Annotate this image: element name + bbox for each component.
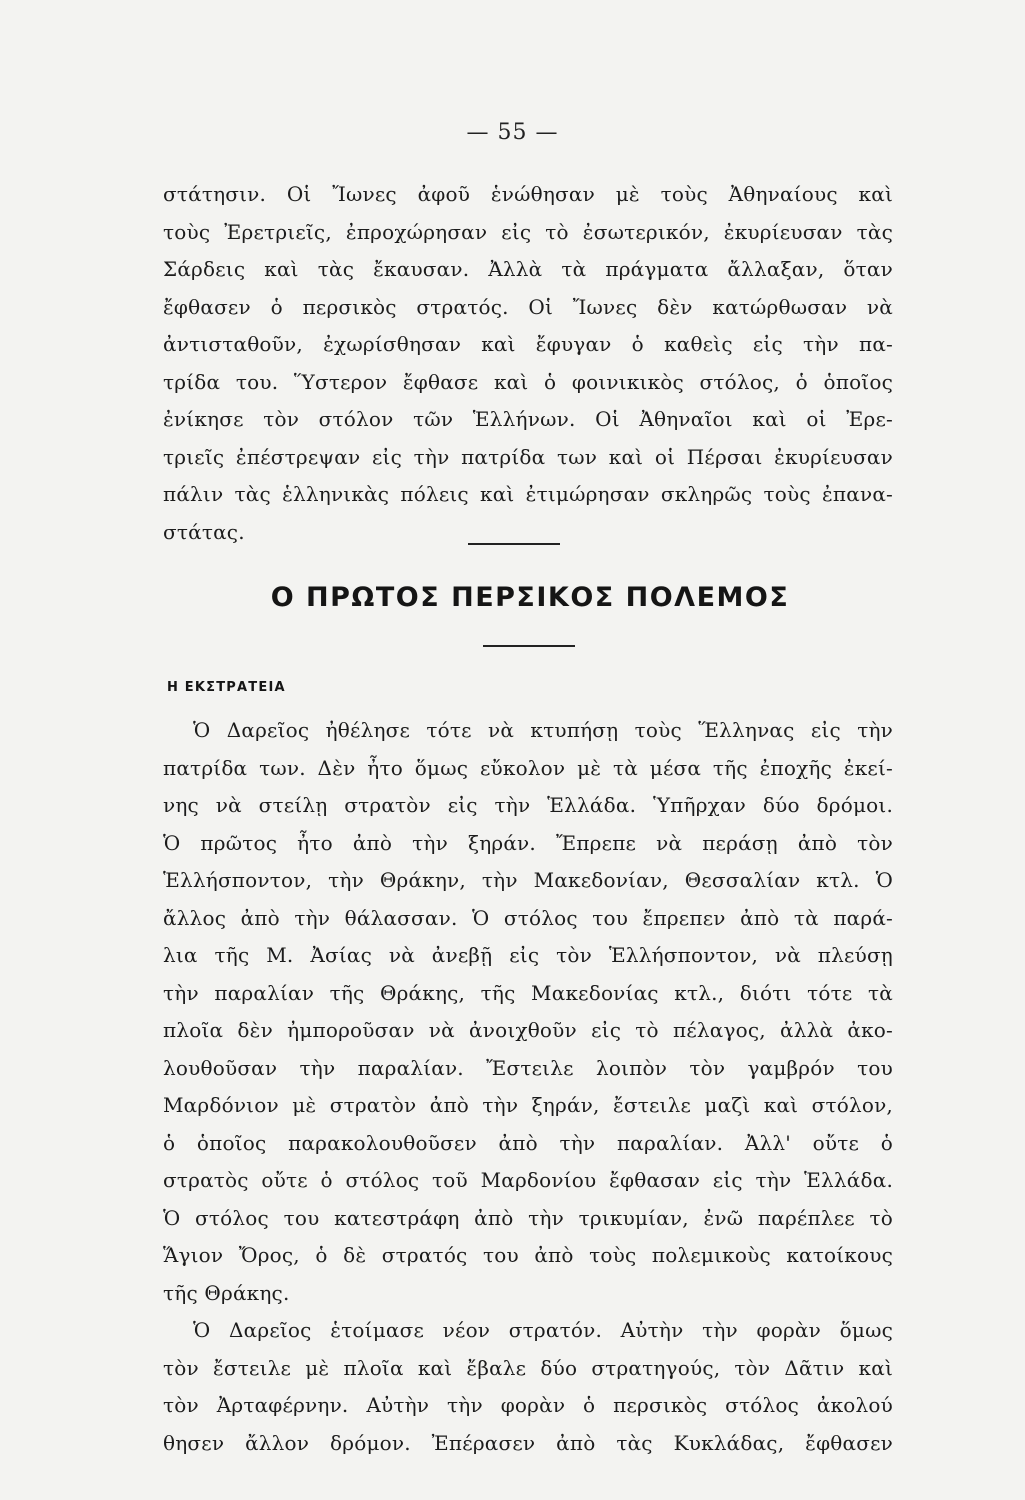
text-line: τρίδα του. Ὕστερον ἔφθασε καὶ ὁ φοινικικὸς στόλος, ὁ ὁποῖος xyxy=(163,369,893,394)
text-line: ἐνίκησε τὸν στόλον τῶν Ἑλλήνων. Οἱ Ἀθηναῖοι καὶ οἱ Ἐρε- xyxy=(163,407,893,431)
text-line: λουθοῦσαν τὴν παραλίαν. Ἔστειλε λοιπὸν τὸν γαμβρόν του xyxy=(163,1055,893,1080)
text-line: ἄλλος ἀπὸ τὴν θάλασσαν. Ὁ στόλος του ἔπρεπεν ἀπὸ τὰ παρά- xyxy=(163,905,893,930)
text-line: Ὁ πρῶτος ἦτο ἀπὸ τὴν ξηράν. Ἔπρεπε νὰ περάσῃ ἀπὸ τὸν xyxy=(163,830,893,855)
text-line: τοὺς Ἐρετριεῖς, ἐπροχώρησαν εἰς τὸ ἐσωτερικόν, ἐκυρίευσαν τὰς xyxy=(163,219,893,244)
paragraph-new-army xyxy=(163,1312,893,1462)
text-line: Ἑλλήσποντον, τὴν Θράκην, τὴν Μακεδονίαν, Θεσσαλίαν κτλ. Ὁ xyxy=(163,868,893,892)
text-line: πλοῖα δὲν ἠμποροῦσαν νὰ ἀνοιχθοῦν εἰς τὸ πέλαγος, ἀλλὰ ἀκο- xyxy=(163,1018,893,1042)
text-line: στάτησιν. Οἱ Ἴωνες ἀφοῦ ἑνώθησαν μὲ τοὺς Ἀθηναίους καὶ xyxy=(163,182,893,206)
section-divider-top xyxy=(468,543,560,545)
text-line: τὸν ἔστειλε μὲ πλοῖα καὶ ἔβαλε δύο στρατηγούς, τὸν Δᾶτιν καὶ xyxy=(163,1355,893,1380)
text-line: Ὁ Δαρεῖος ἑτοίμασε νέον στρατόν. Αὐτὴν τὴν φορὰν ὅμως xyxy=(193,1318,893,1342)
text-line: πάλιν τὰς ἑλληνικὰς πόλεις καὶ ἐτιμώρησαν σκληρῶς τοὺς ἐπανα- xyxy=(163,482,893,506)
paragraph-campaign xyxy=(163,712,893,1312)
text-line: τριεῖς ἐπέστρεψαν εἰς τὴν πατρίδα των καὶ οἱ Πέρσαι ἐκυρίευσαν xyxy=(163,444,893,469)
text-line: Ὁ Δαρεῖος ἠθέλησε τότε νὰ κτυπήσῃ τοὺς Ἕλληνας εἰς τὴν xyxy=(193,718,893,742)
paragraph-ionian-revolt xyxy=(163,176,893,551)
text-line: τὴν παραλίαν τῆς Θράκης, τῆς Μακεδονίας κτλ., διότι τότε τὰ xyxy=(163,980,893,1005)
text-line: Σάρδεις καὶ τὰς ἔκαυσαν. Ἀλλὰ τὰ πράγματα ἄλλαξαν, ὅταν xyxy=(163,257,893,281)
text-line: στάτας. xyxy=(163,519,245,544)
text-line: Μαρδόνιον μὲ στρατὸν ἀπὸ τὴν ξηράν, ἔστειλε μαζὶ καὶ στόλον, xyxy=(163,1093,893,1117)
text-line: νης νὰ στείλῃ στρατὸν εἰς τὴν Ἑλλάδα. Ὑπῆρχαν δύο δρόμοι. xyxy=(163,793,893,817)
page-number: — 55 — xyxy=(466,120,559,145)
text-line: Ἅγιον Ὄρος, ὁ δὲ στρατός του ἀπὸ τοὺς πολεμικοὺς κατοίκους xyxy=(163,1243,893,1267)
text-line: ἀντισταθοῦν, ἐχωρίσθησαν καὶ ἔφυγαν ὁ καθεὶς εἰς τὴν πα- xyxy=(163,332,893,356)
text-line: ἔφθασεν ὁ περσικὸς στρατός. Οἱ Ἴωνες δὲν κατώρθωσαν νὰ xyxy=(163,294,893,319)
section-title: Ο ΠΡΩΤΟΣ ΠΕΡΣΙΚΟΣ ΠΟΛΕΜΟΣ xyxy=(270,582,790,613)
text-line: λια τῆς Μ. Ἀσίας νὰ ἀνεβῇ εἰς τὸν Ἑλλήσποντον, νὰ πλεύσῃ xyxy=(163,943,893,967)
text-line: στρατὸς οὔτε ὁ στόλος τοῦ Μαρδονίου ἔφθασαν εἰς τὴν Ἑλλάδα. xyxy=(163,1168,893,1192)
text-line: πατρίδα των. Δὲν ἦτο ὅμως εὔκολον μὲ τὰ μέσα τῆς ἐποχῆς ἐκεί- xyxy=(163,755,893,780)
text-line: ὁ ὁποῖος παρακολουθοῦσεν ἀπὸ τὴν παραλίαν. Ἀλλ' οὔτε ὁ xyxy=(163,1130,893,1155)
section-divider-bottom xyxy=(483,645,575,647)
text-line: τὸν Ἀρταφέρνην. Αὐτὴν τὴν φορὰν ὁ περσικὸς στόλος ἀκολού xyxy=(163,1393,893,1417)
text-line: Ὁ στόλος του κατεστράφη ἀπὸ τὴν τρικυμίαν, ἐνῶ παρέπλεε τὸ xyxy=(163,1205,893,1230)
text-line: θησεν ἄλλον δρόμον. Ἐπέρασεν ἀπὸ τὰς Κυκλάδας, ἔφθασεν xyxy=(163,1430,893,1455)
subsection-title: Η ΕΚΣΤΡΑΤΕΙΑ xyxy=(167,680,286,695)
text-line: τῆς Θράκης. xyxy=(163,1280,290,1305)
